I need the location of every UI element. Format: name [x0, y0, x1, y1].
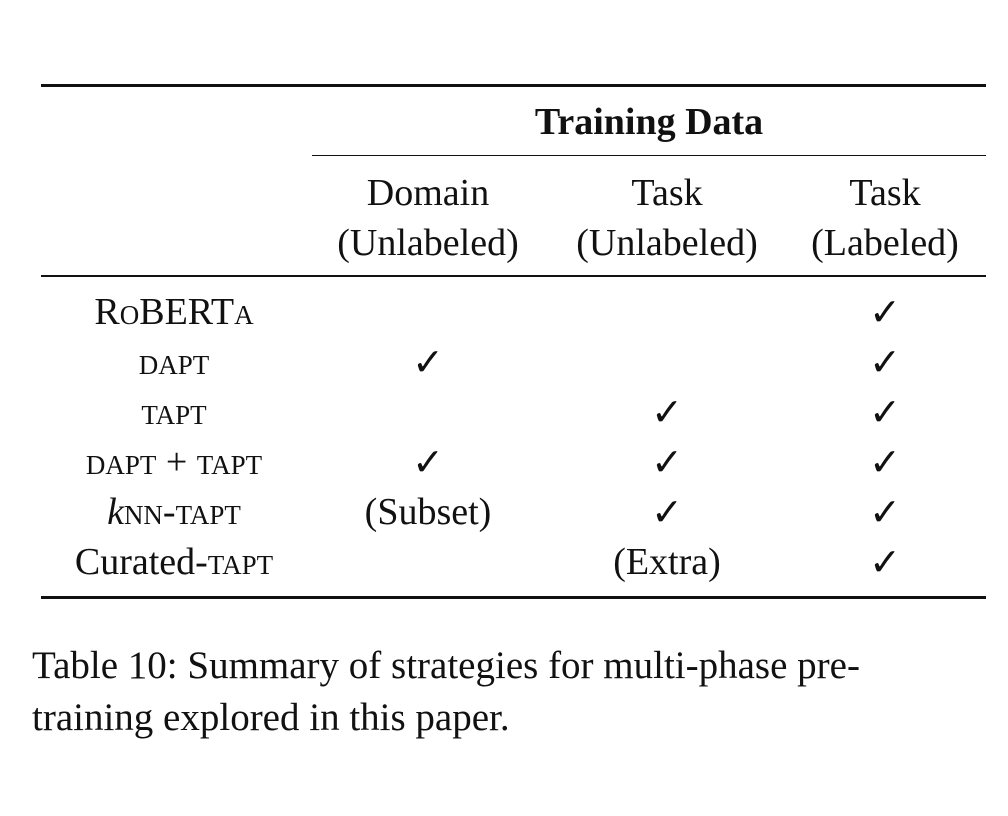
domain-cell: (Subset) — [364, 491, 492, 533]
task-labeled-check-icon: ✓ — [869, 340, 901, 384]
column-header-line: (Unlabeled) — [576, 222, 758, 264]
method-name-part: tapt — [196, 441, 263, 483]
column-header-line: Domain — [366, 172, 490, 214]
task-labeled-check-icon: ✓ — [869, 540, 901, 584]
column-header-domain — [318, 168, 538, 268]
table-top-rule — [41, 84, 986, 87]
caption-line: training explored in this paper. — [32, 696, 510, 739]
method-name-part: Curated- — [74, 541, 208, 583]
table-row — [41, 537, 986, 587]
column-header-line: (Labeled) — [811, 222, 959, 264]
method-name: RoBERTa — [94, 291, 254, 333]
domain-check-icon: ✓ — [412, 340, 444, 384]
task-unlabeled-cell: (Extra) — [613, 541, 721, 583]
task-labeled-check-icon: ✓ — [869, 490, 901, 534]
table-caption — [32, 640, 992, 744]
table-row — [41, 287, 986, 337]
table-header-rule — [41, 275, 986, 277]
method-name-part: tapt — [207, 541, 274, 583]
task-unlabeled-cell — [552, 337, 782, 387]
task-labeled-check-icon: ✓ — [869, 440, 901, 484]
method-cell — [41, 437, 307, 487]
method-cell — [41, 537, 307, 587]
column-header-line: Task — [631, 172, 703, 214]
method-plus: + — [156, 441, 197, 483]
domain-check-icon: ✓ — [412, 440, 444, 484]
method-cell — [41, 337, 307, 387]
task-unlabeled-check-icon: ✓ — [651, 390, 683, 434]
method-cell — [41, 387, 307, 437]
task-unlabeled-check-icon: ✓ — [651, 440, 683, 484]
table-row — [41, 337, 986, 387]
task-labeled-check-icon: ✓ — [869, 290, 901, 334]
domain-cell — [318, 537, 538, 587]
domain-cell — [318, 387, 538, 437]
domain-cell — [318, 287, 538, 337]
method-name-part: k — [107, 491, 124, 533]
column-header-line: Task — [849, 172, 921, 214]
task-unlabeled-check-icon: ✓ — [651, 490, 683, 534]
method-name-part: nn-tapt — [123, 491, 241, 533]
table-row — [41, 387, 986, 437]
method-name-part: dapt — [85, 441, 157, 483]
group-header-training-data: Training Data — [534, 101, 764, 143]
task-unlabeled-cell — [552, 287, 782, 337]
table-row — [41, 487, 986, 537]
column-header-task-unlabeled — [552, 168, 782, 268]
column-header-line: (Unlabeled) — [337, 222, 519, 264]
method-name: tapt — [141, 391, 207, 433]
table-row — [41, 437, 986, 487]
method-cell — [41, 487, 307, 537]
method-cell — [41, 287, 307, 337]
caption-line: Table 10: Summary of strategies for multi-phase pre- — [32, 644, 860, 687]
table-bottom-rule — [41, 596, 986, 599]
task-labeled-check-icon: ✓ — [869, 390, 901, 434]
group-header-rule — [312, 155, 986, 156]
method-name: dapt — [138, 341, 210, 383]
column-header-task-labeled — [790, 168, 980, 268]
